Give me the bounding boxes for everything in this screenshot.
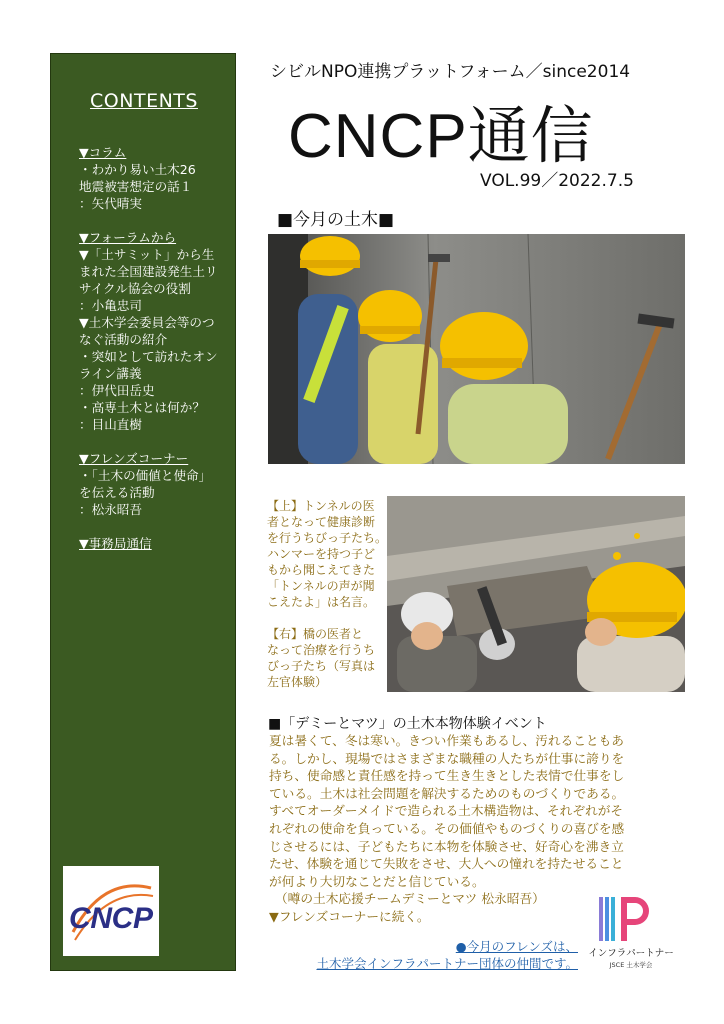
article-line: たせ、体験を通じて失敗をさせ、大人への憧れを持たせること [269, 856, 624, 872]
toc-heading[interactable]: ▼事務局通信 [79, 536, 152, 551]
toc-line: ：矢代晴実 [79, 196, 142, 211]
cncp-logo [63, 866, 159, 956]
article-line: 持ち、使命感と責任感を持って生き生きとした表情で仕事をし [269, 768, 625, 784]
toc-line: ：小亀忠司 [79, 298, 142, 313]
caption-top: 【上】トンネルの医 者となって健康診断 を行うちびっ子たち。 ハンマーを持つ子ど もから聞こえてきた 「トンネルの声が聞 こえたよ」は名言。 [267, 499, 388, 609]
toc-section-column [79, 144, 235, 212]
photo-captions [267, 498, 389, 706]
cncp-logo-text: CNCP [69, 902, 153, 935]
article-line: すべてオーダーメイドで造られる土木構造物は、それぞれがそ [269, 803, 624, 819]
article-line: れぞれの使命を負っている。その価値やものづくりの喜びを感 [269, 820, 625, 836]
toc-line: ：伊代田岳史 [79, 383, 155, 398]
toc-line: ：目山直樹 [79, 417, 142, 432]
footnote-line: 土木学会インフラパートナー団体の仲間です。 [316, 956, 578, 971]
toc-line: 地震被害想定の話１ [79, 179, 193, 194]
toc-heading[interactable]: ▼フレンズコーナー [79, 451, 189, 466]
toc-line: ・「土木の価値と使命」 [79, 468, 212, 483]
article-title: ■「デミーとマツ」の土木本物体験イベント [268, 716, 547, 732]
contents-sidebar [50, 53, 236, 971]
toc-line: を伝える活動 [79, 485, 155, 500]
toc-heading[interactable]: ▼コラム [79, 145, 127, 160]
tunnel-inspection-photo [268, 234, 685, 464]
infra-partner-name: インフラパートナー [588, 948, 674, 959]
article-continue: ▼フレンズコーナーに続く。 [269, 908, 430, 924]
article-line: が何より大切なことだと信じている。 [269, 873, 485, 889]
toc-heading[interactable]: ▼フォーラムから [79, 230, 177, 245]
toc-section-friends [79, 450, 235, 518]
article-line: 夏は暑くて、冬は寒い。きつい作業もあるし、汚れることもあ [269, 733, 624, 748]
toc-line: ▼「土サミット」から生 [79, 247, 215, 262]
toc-section-forum [79, 229, 235, 433]
footnote-line: ●今月のフレンズは、 [455, 939, 578, 954]
article-line: じさせるには、子どもたちに本物を体験させ、好奇心を沸き立 [269, 838, 624, 854]
feature-section-title: ■今月の土木■ [277, 210, 395, 230]
infra-partner-icon [583, 893, 673, 945]
newsletter-title: CNCP通信 [288, 102, 594, 171]
toc-line: なぐ活動の紹介 [79, 332, 168, 347]
article-line: ている。土木は社会問題を解決するためのものづくりである。 [269, 785, 625, 801]
toc-line: ライン講義 [79, 366, 142, 381]
issue-volume-date: VOL.99／2022.7.5 [480, 171, 634, 191]
toc-line: ・突如として訪れたオン [79, 349, 218, 364]
article-author: （噂の土木応援チームデミーとマツ 松永昭吾） [275, 891, 545, 907]
toc-line: ▼土木学会委員会等のつ [79, 315, 215, 330]
cncp-logo-icon [63, 866, 159, 956]
toc-line: ：松永昭吾 [79, 502, 142, 517]
toc-line: まれた全国建設発生土リ [79, 264, 218, 279]
bridge-repair-photo [387, 496, 685, 692]
toc-line: サイクル協会の役割 [79, 281, 191, 296]
toc-line: ・わかり易い土木26 [79, 162, 196, 177]
toc-section-office [79, 535, 235, 552]
friends-note-link[interactable] [288, 938, 578, 972]
table-of-contents [79, 144, 235, 569]
article-line: る。しかし、現場ではさまざまな職種の人たちが仕事に誇りを [269, 750, 625, 766]
caption-right: 【右】橋の医者と なって治療を行うち びっ子たち（写真は 左官体験） [267, 627, 376, 689]
infra-partner-sub: JSCE 土木学会 [609, 961, 653, 969]
toc-line: ・高専土木とは何か？ [79, 400, 205, 415]
contents-title: CONTENTS [90, 90, 198, 112]
organization-kicker: シビルNPO連携プラットフォーム／since2014 [270, 62, 631, 82]
